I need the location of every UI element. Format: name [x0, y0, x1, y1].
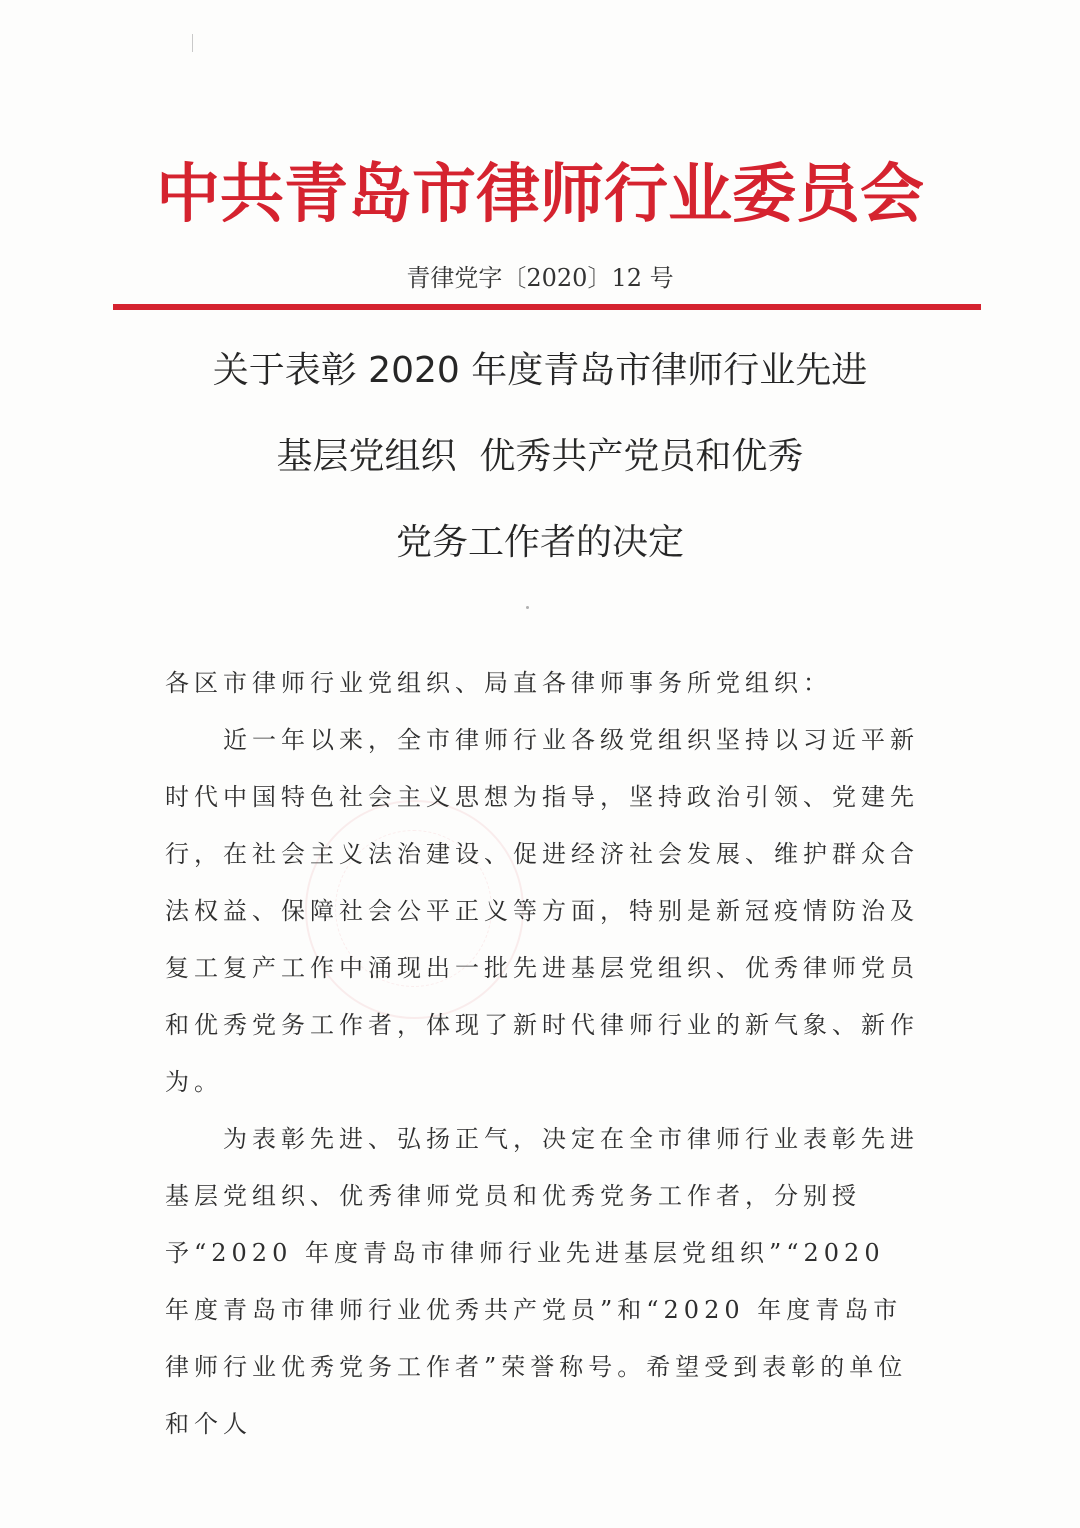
salutation: 各区市律师行业党组织、局直各律师事务所党组织：: [165, 669, 832, 697]
body-paragraph-2: 为表彰先进、弘扬正气，决定在全市律师行业表彰先进基层党组织、优秀律师党员和优秀党务工作者，分别授予“2020 年度青岛市律师行业先进基层党组织”“2020 年度青岛市律师行业优秀共产党员”和“2020 年度青岛市律师行业优秀党务工作者”荣誉称号。希望受到表彰的单位和个人: [165, 1125, 919, 1438]
title-line-3: 党务工作者的决定: [395, 522, 684, 563]
red-divider-line: [113, 304, 981, 310]
scan-dot: [526, 606, 529, 609]
title-line-1: 关于表彰 2020 年度青岛市律师行业先进: [212, 350, 868, 391]
document-title: [0, 328, 1080, 586]
body-paragraph-1: 近一年以来，全市律师行业各级党组织坚持以习近平新时代中国特色社会主义思想为指导，坚持政治引领、党建先行，在社会主义法治建设、促进经济社会发展、维护群众合法权益、保障社会公平正义等方面，特别是新冠疫情防治及复工复产工作中涌现出一批先进基层党组织、优秀律师党员和优秀党务工作者，体现了新时代律师行业的新气象、新作为。: [165, 726, 919, 1096]
title-line-2: 基层党组织 优秀共产党员和优秀: [276, 436, 804, 477]
document-number: 青律党字〔2020〕12 号: [406, 264, 674, 292]
issuing-organization-header: 中共青岛市律师行业委员会: [156, 158, 924, 232]
document-body: [165, 655, 920, 1453]
scan-mark: [192, 34, 193, 52]
